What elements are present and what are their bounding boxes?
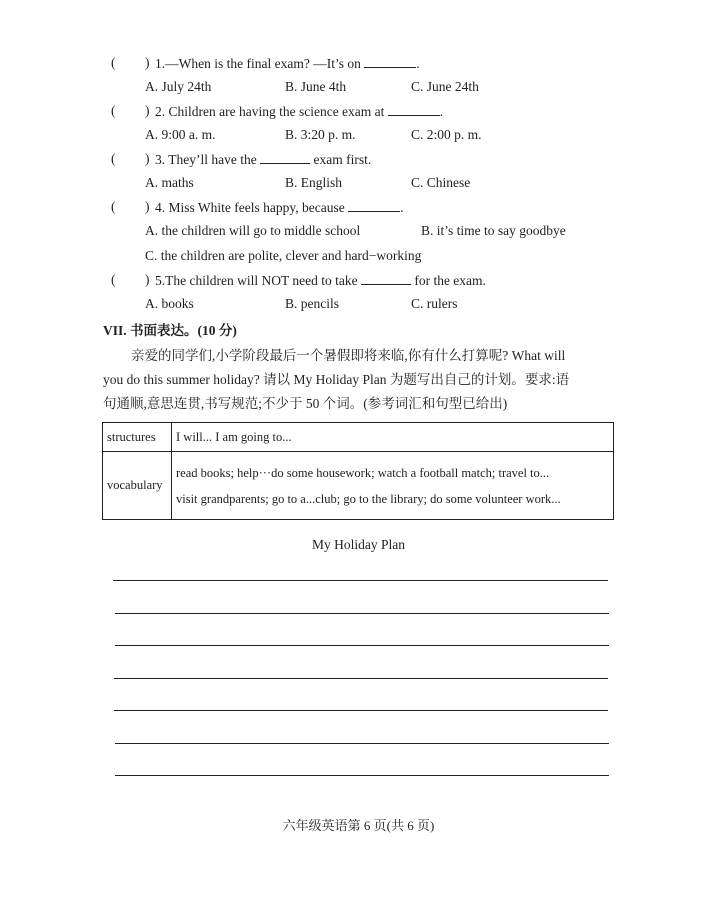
question-stem-text: 3. They’ll have the	[155, 152, 257, 167]
option-a: A. July 24th	[145, 79, 212, 94]
question-stem-text: 5.The children will NOT need to take	[155, 273, 358, 288]
section-7-para-line-1: 亲爱的同学们,小学阶段最后一个暑假即将来临,你有什么打算呢? What will	[131, 348, 566, 363]
plan-title: My Holiday Plan	[312, 537, 405, 552]
writing-line[interactable]	[113, 580, 608, 581]
writing-line[interactable]	[114, 678, 608, 679]
question-2-stem	[155, 103, 443, 120]
answer-blank	[361, 272, 411, 285]
question-stem-text: 2. Children are having the science exam at	[155, 104, 385, 119]
answer-paren-close-1: )	[145, 55, 150, 70]
question-stem-after: for the exam.	[414, 273, 486, 288]
question-4-stem	[155, 199, 403, 216]
question-3-stem	[155, 151, 371, 168]
question-stem-text: 4. Miss White feels happy, because	[155, 200, 345, 215]
writing-line[interactable]	[115, 775, 609, 776]
table-row	[103, 423, 614, 452]
answer-paren-open-3: (	[111, 151, 116, 166]
option-c: C. June 24th	[411, 79, 479, 94]
answer-paren-close-5: )	[145, 272, 150, 287]
option-a: A. 9:00 a. m.	[145, 127, 216, 142]
vocabulary-line-1: read books; help···do some housework; watch a football match; travel to...	[176, 465, 550, 480]
question-stem-text: 1.—When is the final exam? —It’s on	[155, 56, 361, 71]
vocabulary-line-2: visit grandparents; go to a...club; go to the library; do some volunteer work...	[176, 491, 561, 506]
answer-blank	[364, 55, 416, 68]
answer-paren-close-4: )	[145, 199, 150, 214]
option-a: A. maths	[145, 175, 194, 190]
answer-paren-open-4: (	[111, 199, 116, 214]
answer-paren-open-5: (	[111, 272, 116, 287]
section-7-para-line-3: 句通顺,意思连贯,书写规范;不少于 50 个词。(参考词汇和句型已给出)	[103, 396, 508, 411]
answer-blank	[260, 151, 310, 164]
answer-paren-open-1: (	[111, 55, 116, 70]
option-c: C. 2:00 p. m.	[411, 127, 482, 142]
answer-blank	[388, 103, 440, 116]
option-b: B. June 4th	[285, 79, 347, 94]
option-c: C. Chinese	[411, 175, 471, 190]
answer-paren-open-2: (	[111, 103, 116, 118]
option-b: B. English	[285, 175, 343, 190]
vocabulary-value	[172, 452, 614, 520]
option-c: C. the children are polite, clever and hard−working	[145, 248, 422, 263]
section-7-para-line-2: you do this summer holiday? 请以 My Holiday Plan 为题写出自己的计划。要求:语	[103, 372, 570, 387]
page-footer: 六年级英语第 6 页(共 6 页)	[282, 818, 435, 833]
question-stem-after: .	[400, 200, 404, 215]
option-b: B. it’s time to say goodbye	[421, 223, 566, 238]
writing-line[interactable]	[115, 743, 609, 744]
structures-label: structures	[103, 423, 172, 452]
option-b: B. 3:20 p. m.	[285, 127, 356, 142]
option-c: C. rulers	[411, 296, 458, 311]
answer-paren-close-2: )	[145, 103, 150, 118]
vocabulary-label: vocabulary	[103, 452, 172, 520]
option-b: B. pencils	[285, 296, 339, 311]
question-stem-after: .	[416, 56, 420, 71]
structures-value: I will... I am going to...	[172, 423, 614, 452]
question-5-stem	[155, 272, 486, 289]
answer-paren-close-3: )	[145, 151, 150, 166]
option-a: A. books	[145, 296, 194, 311]
writing-line[interactable]	[115, 645, 609, 646]
answer-blank	[348, 199, 400, 212]
section-7-title: VII. 书面表达。(10 分)	[103, 323, 237, 338]
reference-table	[102, 422, 614, 520]
table-row	[103, 452, 614, 520]
writing-line[interactable]	[115, 613, 609, 614]
question-1-stem	[155, 55, 420, 72]
option-a: A. the children will go to middle school	[145, 223, 361, 238]
question-stem-after: .	[439, 104, 444, 119]
question-stem-after: exam first.	[313, 152, 372, 167]
writing-line[interactable]	[114, 710, 608, 711]
